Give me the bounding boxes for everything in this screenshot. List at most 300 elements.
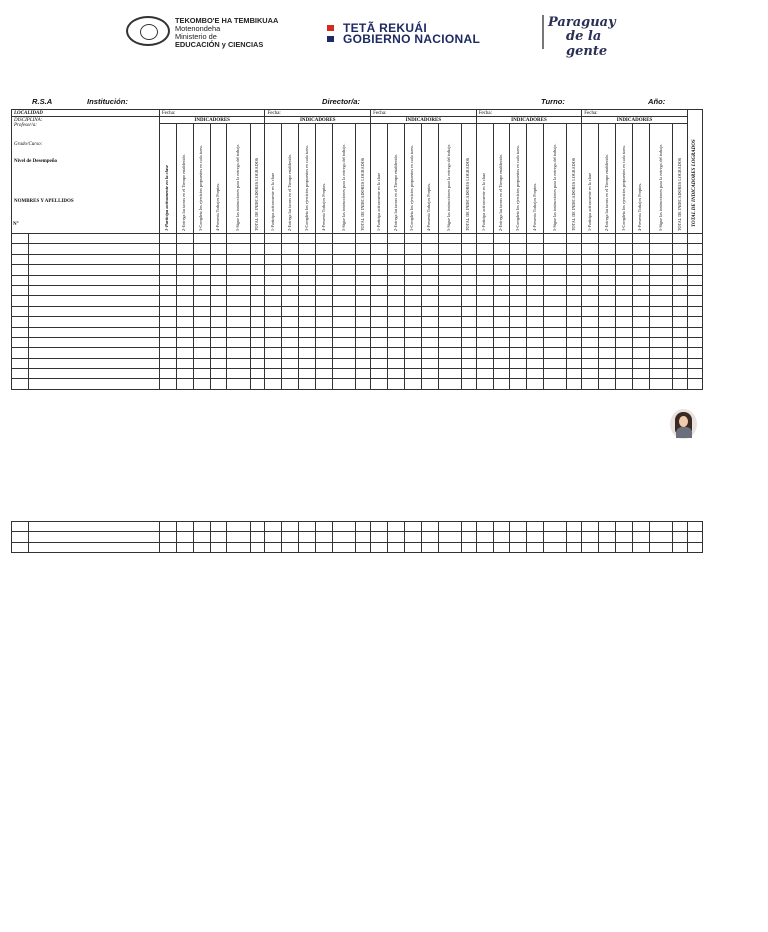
score-cell[interactable] (567, 369, 582, 379)
score-cell[interactable] (333, 348, 356, 358)
student-name-cell[interactable] (28, 275, 159, 285)
score-cell[interactable] (438, 542, 461, 552)
score-cell[interactable] (265, 532, 282, 542)
score-cell[interactable] (510, 327, 527, 337)
score-cell[interactable] (387, 337, 404, 347)
student-name-cell[interactable] (28, 254, 159, 264)
score-cell[interactable] (193, 306, 210, 316)
score-cell[interactable] (687, 327, 702, 337)
score-cell[interactable] (438, 275, 461, 285)
score-cell[interactable] (544, 542, 567, 552)
score-cell[interactable] (567, 296, 582, 306)
score-cell[interactable] (438, 317, 461, 327)
score-cell[interactable] (159, 265, 176, 275)
score-cell[interactable] (333, 265, 356, 275)
score-cell[interactable] (493, 234, 510, 244)
score-cell[interactable] (544, 306, 567, 316)
score-cell[interactable] (316, 275, 333, 285)
score-cell[interactable] (673, 358, 688, 368)
score-cell[interactable] (176, 369, 193, 379)
score-cell[interactable] (599, 348, 616, 358)
score-cell[interactable] (582, 254, 599, 264)
score-cell[interactable] (649, 532, 672, 542)
score-cell[interactable] (544, 265, 567, 275)
score-cell[interactable] (476, 234, 493, 244)
score-cell[interactable] (687, 296, 702, 306)
score-cell[interactable] (544, 379, 567, 389)
student-name-cell[interactable] (28, 317, 159, 327)
score-cell[interactable] (282, 244, 299, 254)
score-cell[interactable] (582, 285, 599, 295)
score-cell[interactable] (356, 317, 371, 327)
score-cell[interactable] (599, 285, 616, 295)
score-cell[interactable] (387, 306, 404, 316)
row-number-cell[interactable] (12, 348, 29, 358)
score-cell[interactable] (616, 234, 633, 244)
score-cell[interactable] (527, 265, 544, 275)
score-cell[interactable] (193, 348, 210, 358)
score-cell[interactable] (227, 522, 250, 532)
score-cell[interactable] (687, 234, 702, 244)
score-cell[interactable] (159, 254, 176, 264)
score-cell[interactable] (421, 254, 438, 264)
score-cell[interactable] (673, 244, 688, 254)
score-cell[interactable] (193, 285, 210, 295)
score-cell[interactable] (176, 348, 193, 358)
score-cell[interactable] (582, 337, 599, 347)
score-cell[interactable] (582, 542, 599, 552)
score-cell[interactable] (616, 327, 633, 337)
score-cell[interactable] (371, 522, 388, 532)
score-cell[interactable] (299, 234, 316, 244)
score-cell[interactable] (356, 542, 371, 552)
score-cell[interactable] (404, 306, 421, 316)
score-cell[interactable] (356, 234, 371, 244)
score-cell[interactable] (687, 285, 702, 295)
score-cell[interactable] (404, 244, 421, 254)
score-cell[interactable] (282, 379, 299, 389)
score-cell[interactable] (159, 296, 176, 306)
score-cell[interactable] (527, 234, 544, 244)
score-cell[interactable] (582, 379, 599, 389)
score-cell[interactable] (265, 379, 282, 389)
score-cell[interactable] (599, 522, 616, 532)
score-cell[interactable] (673, 348, 688, 358)
score-cell[interactable] (299, 244, 316, 254)
score-cell[interactable] (476, 285, 493, 295)
score-cell[interactable] (210, 285, 227, 295)
score-cell[interactable] (527, 379, 544, 389)
score-cell[interactable] (387, 522, 404, 532)
score-cell[interactable] (615, 532, 632, 542)
score-cell[interactable] (333, 244, 356, 254)
score-cell[interactable] (265, 327, 282, 337)
score-cell[interactable] (476, 254, 493, 264)
score-cell[interactable] (438, 337, 461, 347)
score-cell[interactable] (176, 532, 193, 542)
score-cell[interactable] (316, 327, 333, 337)
score-cell[interactable] (387, 317, 404, 327)
score-cell[interactable] (316, 379, 333, 389)
score-cell[interactable] (404, 379, 421, 389)
score-cell[interactable] (632, 327, 649, 337)
score-cell[interactable] (510, 379, 527, 389)
score-cell[interactable] (250, 379, 265, 389)
score-cell[interactable] (333, 542, 356, 552)
score-cell[interactable] (493, 327, 510, 337)
score-cell[interactable] (616, 296, 633, 306)
score-cell[interactable] (421, 296, 438, 306)
score-cell[interactable] (210, 296, 227, 306)
score-cell[interactable] (210, 254, 227, 264)
score-cell[interactable] (250, 542, 265, 552)
score-cell[interactable] (527, 317, 544, 327)
score-cell[interactable] (632, 379, 649, 389)
score-cell[interactable] (616, 275, 633, 285)
row-number-cell[interactable] (12, 522, 29, 532)
score-cell[interactable] (282, 532, 299, 542)
score-cell[interactable] (421, 379, 438, 389)
score-cell[interactable] (333, 296, 356, 306)
score-cell[interactable] (356, 306, 371, 316)
score-cell[interactable] (527, 296, 544, 306)
score-cell[interactable] (282, 285, 299, 295)
score-cell[interactable] (649, 337, 672, 347)
score-cell[interactable] (510, 275, 527, 285)
score-cell[interactable] (616, 358, 633, 368)
score-cell[interactable] (649, 254, 672, 264)
score-cell[interactable] (527, 532, 544, 542)
score-cell[interactable] (493, 285, 510, 295)
student-name-cell[interactable] (28, 296, 159, 306)
score-cell[interactable] (493, 369, 510, 379)
score-cell[interactable] (356, 265, 371, 275)
score-cell[interactable] (544, 296, 567, 306)
score-cell[interactable] (649, 306, 672, 316)
student-name-cell[interactable] (28, 327, 159, 337)
score-cell[interactable] (176, 522, 193, 532)
score-cell[interactable] (687, 369, 702, 379)
score-cell[interactable] (510, 522, 527, 532)
score-cell[interactable] (493, 358, 510, 368)
score-cell[interactable] (404, 285, 421, 295)
score-cell[interactable] (210, 337, 227, 347)
score-cell[interactable] (438, 379, 461, 389)
score-cell[interactable] (193, 275, 210, 285)
row-number-cell[interactable] (12, 285, 29, 295)
score-cell[interactable] (265, 296, 282, 306)
score-cell[interactable] (567, 522, 582, 532)
score-cell[interactable] (316, 337, 333, 347)
score-cell[interactable] (299, 369, 316, 379)
score-cell[interactable] (193, 327, 210, 337)
score-cell[interactable] (265, 542, 282, 552)
score-cell[interactable] (299, 254, 316, 264)
score-cell[interactable] (333, 532, 356, 542)
score-cell[interactable] (567, 234, 582, 244)
score-cell[interactable] (265, 254, 282, 264)
score-cell[interactable] (599, 275, 616, 285)
score-cell[interactable] (282, 358, 299, 368)
score-cell[interactable] (461, 358, 476, 368)
score-cell[interactable] (250, 337, 265, 347)
score-cell[interactable] (387, 234, 404, 244)
score-cell[interactable] (582, 358, 599, 368)
score-cell[interactable] (421, 244, 438, 254)
score-cell[interactable] (527, 327, 544, 337)
score-cell[interactable] (493, 348, 510, 358)
score-cell[interactable] (371, 358, 388, 368)
score-cell[interactable] (493, 337, 510, 347)
score-cell[interactable] (282, 522, 299, 532)
score-cell[interactable] (265, 348, 282, 358)
score-cell[interactable] (159, 317, 176, 327)
score-cell[interactable] (265, 358, 282, 368)
score-cell[interactable] (404, 296, 421, 306)
score-cell[interactable] (438, 244, 461, 254)
score-cell[interactable] (567, 348, 582, 358)
score-cell[interactable] (316, 234, 333, 244)
score-cell[interactable] (316, 296, 333, 306)
score-cell[interactable] (649, 296, 672, 306)
score-cell[interactable] (461, 542, 476, 552)
score-cell[interactable] (316, 358, 333, 368)
score-cell[interactable] (544, 369, 567, 379)
score-cell[interactable] (210, 244, 227, 254)
score-cell[interactable] (250, 317, 265, 327)
score-cell[interactable] (673, 265, 688, 275)
score-cell[interactable] (371, 285, 388, 295)
score-cell[interactable] (193, 532, 210, 542)
score-cell[interactable] (421, 348, 438, 358)
score-cell[interactable] (176, 244, 193, 254)
score-cell[interactable] (632, 306, 649, 316)
score-cell[interactable] (421, 275, 438, 285)
score-cell[interactable] (227, 254, 250, 264)
score-cell[interactable] (356, 327, 371, 337)
score-cell[interactable] (673, 337, 688, 347)
score-cell[interactable] (299, 337, 316, 347)
row-number-cell[interactable] (12, 244, 29, 254)
score-cell[interactable] (582, 317, 599, 327)
score-cell[interactable] (461, 275, 476, 285)
score-cell[interactable] (371, 244, 388, 254)
score-cell[interactable] (387, 265, 404, 275)
student-name-cell[interactable] (28, 542, 159, 552)
score-cell[interactable] (599, 532, 616, 542)
score-cell[interactable] (176, 306, 193, 316)
score-cell[interactable] (176, 234, 193, 244)
score-cell[interactable] (582, 522, 599, 532)
score-cell[interactable] (615, 542, 632, 552)
score-cell[interactable] (333, 369, 356, 379)
student-name-cell[interactable] (28, 265, 159, 275)
score-cell[interactable] (632, 244, 649, 254)
score-cell[interactable] (461, 285, 476, 295)
score-cell[interactable] (476, 275, 493, 285)
score-cell[interactable] (210, 348, 227, 358)
row-number-cell[interactable] (12, 275, 29, 285)
score-cell[interactable] (371, 296, 388, 306)
score-cell[interactable] (210, 327, 227, 337)
score-cell[interactable] (461, 254, 476, 264)
score-cell[interactable] (673, 234, 688, 244)
score-cell[interactable] (299, 306, 316, 316)
score-cell[interactable] (527, 306, 544, 316)
score-cell[interactable] (404, 532, 421, 542)
score-cell[interactable] (356, 379, 371, 389)
score-cell[interactable] (527, 369, 544, 379)
score-cell[interactable] (476, 317, 493, 327)
score-cell[interactable] (649, 244, 672, 254)
score-cell[interactable] (438, 327, 461, 337)
score-cell[interactable] (250, 358, 265, 368)
score-cell[interactable] (510, 234, 527, 244)
score-cell[interactable] (476, 532, 493, 542)
score-cell[interactable] (673, 254, 688, 264)
score-cell[interactable] (673, 285, 688, 295)
score-cell[interactable] (544, 522, 567, 532)
score-cell[interactable] (265, 522, 282, 532)
score-cell[interactable] (421, 306, 438, 316)
score-cell[interactable] (356, 337, 371, 347)
score-cell[interactable] (567, 337, 582, 347)
score-cell[interactable] (599, 542, 616, 552)
score-cell[interactable] (510, 244, 527, 254)
score-cell[interactable] (299, 265, 316, 275)
score-cell[interactable] (673, 522, 688, 532)
score-cell[interactable] (461, 244, 476, 254)
score-cell[interactable] (250, 254, 265, 264)
score-cell[interactable] (649, 522, 672, 532)
score-cell[interactable] (404, 265, 421, 275)
score-cell[interactable] (210, 379, 227, 389)
score-cell[interactable] (387, 244, 404, 254)
score-cell[interactable] (404, 522, 421, 532)
score-cell[interactable] (649, 358, 672, 368)
score-cell[interactable] (599, 306, 616, 316)
score-cell[interactable] (282, 317, 299, 327)
score-cell[interactable] (687, 317, 702, 327)
score-cell[interactable] (159, 244, 176, 254)
score-cell[interactable] (673, 306, 688, 316)
score-cell[interactable] (510, 306, 527, 316)
score-cell[interactable] (193, 296, 210, 306)
score-cell[interactable] (461, 317, 476, 327)
score-cell[interactable] (616, 265, 633, 275)
score-cell[interactable] (227, 306, 250, 316)
score-cell[interactable] (159, 369, 176, 379)
score-cell[interactable] (599, 234, 616, 244)
score-cell[interactable] (316, 317, 333, 327)
score-cell[interactable] (510, 296, 527, 306)
score-cell[interactable] (461, 348, 476, 358)
score-cell[interactable] (673, 275, 688, 285)
row-number-cell[interactable] (12, 327, 29, 337)
score-cell[interactable] (250, 275, 265, 285)
score-cell[interactable] (250, 532, 265, 542)
score-cell[interactable] (632, 522, 649, 532)
score-cell[interactable] (544, 358, 567, 368)
score-cell[interactable] (250, 348, 265, 358)
score-cell[interactable] (193, 234, 210, 244)
score-cell[interactable] (438, 296, 461, 306)
score-cell[interactable] (371, 348, 388, 358)
score-cell[interactable] (159, 532, 176, 542)
score-cell[interactable] (159, 358, 176, 368)
score-cell[interactable] (265, 275, 282, 285)
row-number-cell[interactable] (12, 358, 29, 368)
score-cell[interactable] (299, 532, 316, 542)
score-cell[interactable] (510, 285, 527, 295)
score-cell[interactable] (438, 306, 461, 316)
score-cell[interactable] (333, 306, 356, 316)
score-cell[interactable] (567, 532, 582, 542)
score-cell[interactable] (333, 337, 356, 347)
score-cell[interactable] (299, 348, 316, 358)
score-cell[interactable] (316, 369, 333, 379)
score-cell[interactable] (438, 265, 461, 275)
score-cell[interactable] (493, 254, 510, 264)
score-cell[interactable] (333, 522, 356, 532)
score-cell[interactable] (599, 327, 616, 337)
score-cell[interactable] (193, 358, 210, 368)
score-cell[interactable] (250, 306, 265, 316)
score-cell[interactable] (299, 522, 316, 532)
score-cell[interactable] (649, 369, 672, 379)
score-cell[interactable] (176, 254, 193, 264)
score-cell[interactable] (582, 234, 599, 244)
score-cell[interactable] (687, 358, 702, 368)
score-cell[interactable] (461, 327, 476, 337)
score-cell[interactable] (210, 522, 227, 532)
score-cell[interactable] (476, 348, 493, 358)
score-cell[interactable] (510, 369, 527, 379)
score-cell[interactable] (176, 285, 193, 295)
score-cell[interactable] (615, 522, 632, 532)
score-cell[interactable] (316, 542, 333, 552)
score-cell[interactable] (527, 337, 544, 347)
score-cell[interactable] (250, 265, 265, 275)
score-cell[interactable] (356, 369, 371, 379)
score-cell[interactable] (250, 369, 265, 379)
score-cell[interactable] (227, 244, 250, 254)
score-cell[interactable] (333, 379, 356, 389)
score-cell[interactable] (673, 327, 688, 337)
score-cell[interactable] (649, 275, 672, 285)
score-cell[interactable] (493, 532, 510, 542)
score-cell[interactable] (673, 542, 688, 552)
score-cell[interactable] (176, 379, 193, 389)
score-cell[interactable] (687, 532, 702, 542)
score-cell[interactable] (582, 275, 599, 285)
score-cell[interactable] (371, 234, 388, 244)
score-cell[interactable] (544, 254, 567, 264)
score-cell[interactable] (632, 265, 649, 275)
score-cell[interactable] (227, 542, 250, 552)
score-cell[interactable] (176, 296, 193, 306)
score-cell[interactable] (210, 234, 227, 244)
score-cell[interactable] (687, 254, 702, 264)
score-cell[interactable] (193, 369, 210, 379)
score-cell[interactable] (265, 369, 282, 379)
score-cell[interactable] (193, 317, 210, 327)
score-cell[interactable] (649, 317, 672, 327)
score-cell[interactable] (176, 265, 193, 275)
score-cell[interactable] (544, 348, 567, 358)
score-cell[interactable] (461, 337, 476, 347)
score-cell[interactable] (632, 285, 649, 295)
